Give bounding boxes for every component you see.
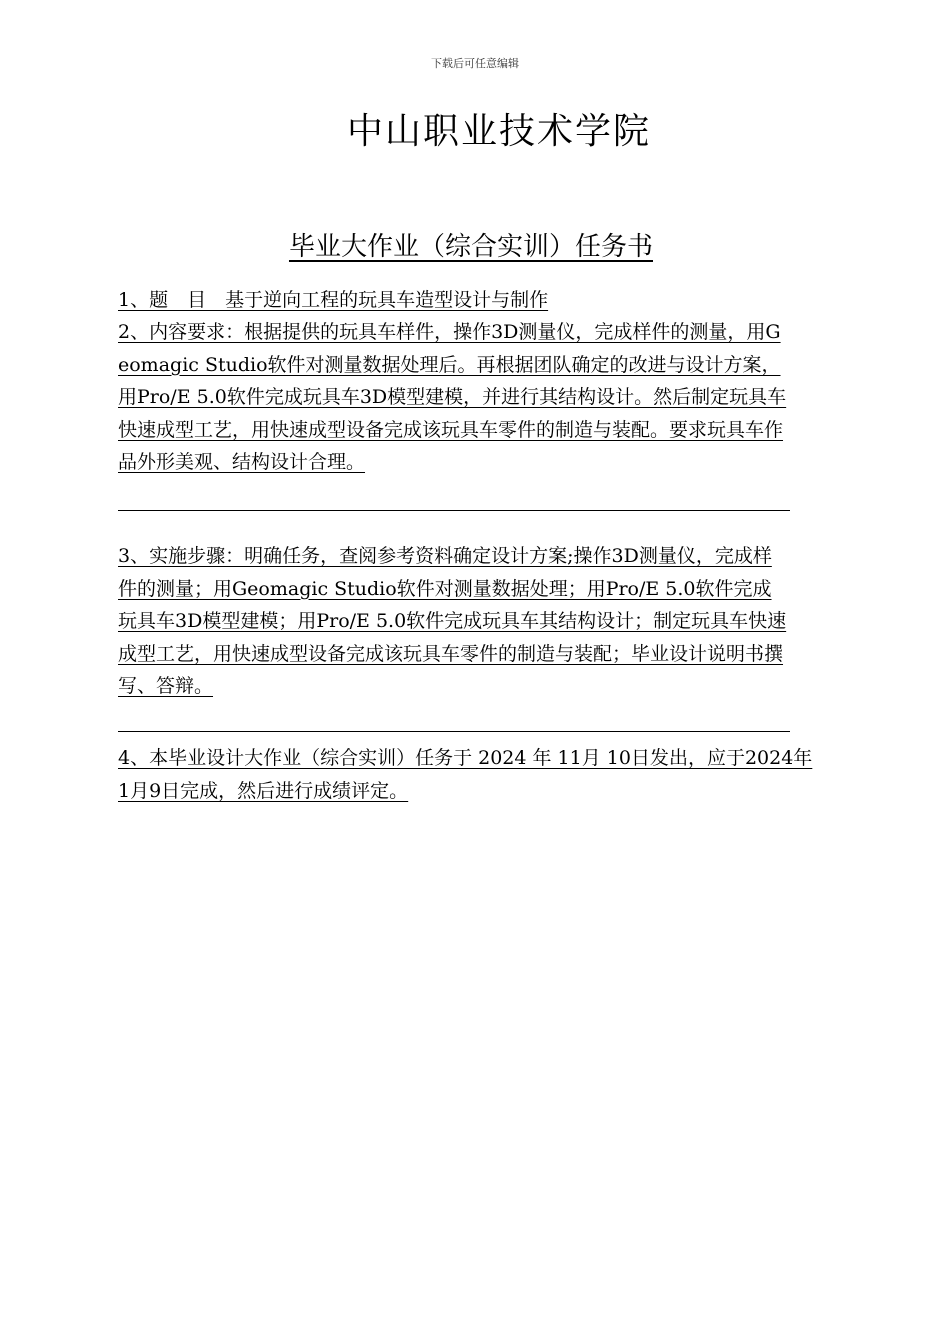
underline-rule (118, 510, 790, 511)
section-schedule (118, 742, 818, 807)
section-implementation-steps (118, 540, 790, 703)
content-requirements-text: 2、内容要求：根据提供的玩具车样件，操作3D测量仪，完成样件的测量，用Geomagic Studio软件对测量数据处理后。再根据团队确定的改进与设计方案，用Pro/E 5.0软件完成玩具车3D模型建模，并进行其结构设计。然后制定玩具车快速成型工艺，用快速成型设备完成该玩具车零件的制造与装配。要求玩具车作品外形美观、结构设计合理。 (118, 321, 787, 473)
section-topic (118, 284, 790, 317)
document-title-text: 毕业大作业（综合实训）任务书 (288, 232, 653, 262)
topic-text: 1、题 目 基于逆向工程的玩具车造型设计与制作 (118, 289, 549, 311)
document-title (0, 226, 942, 263)
section-content-requirements (118, 316, 790, 479)
implementation-steps-text: 3、实施步骤：明确任务，查阅参考资料确定设计方案;操作3D测量仪，完成样件的测量；用Geomagic Studio软件对测量数据处理；用Pro/E 5.0软件完成玩具车3D模型建模；用Pro/E 5.0软件完成玩具车其结构设计；制定玩具车快速成型工艺，用快速成型设备完成该玩具车零件的制造与装配；毕业设计说明书撰写、答辩。 (118, 545, 787, 697)
schedule-text: 4、本毕业设计大作业（综合实训）任务于 2024 年 11月 10日发出，应于2024年1月9日完成，然后进行成绩评定。 (118, 747, 813, 802)
header-note: 下载后可任意编辑 (431, 57, 519, 70)
school-name: 中山职业技术学院 (346, 111, 651, 152)
underline-rule (118, 731, 790, 732)
